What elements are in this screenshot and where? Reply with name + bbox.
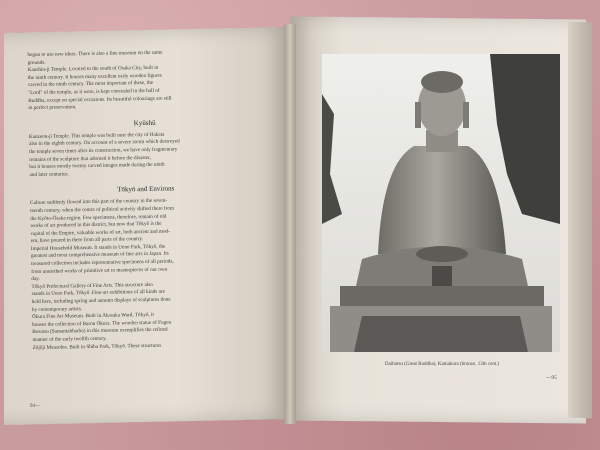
text-line: day. bbox=[31, 276, 40, 283]
photo-caption: Daibutsu (Great Buddha), Kamakura (bronze, 13th cent.) bbox=[384, 362, 500, 367]
text-line: Ōkura Fine Art Museum. Built in Akasaka Ward, Tōkyō, it bbox=[31, 312, 154, 321]
text-line: the temple seven times after its construction, we have only fragmentary bbox=[29, 146, 178, 155]
open-book bbox=[0, 8, 600, 438]
text-line: houses the collection of Baron Ōkura. The wooden statue of Fugen bbox=[32, 319, 172, 328]
text-line: Kanzeon-ji Temple. This temple was built near the city of Hakata bbox=[28, 131, 165, 140]
text-line: ern, have poured in there from all parts of the country. bbox=[30, 236, 144, 245]
text-line: also in the eighth century. On account of a severe storm which destroyed bbox=[28, 138, 180, 148]
text-line: but it houses mostly twenty carved images made during the ninth bbox=[29, 161, 165, 171]
text-line: Bosatsu (Samantabhadra) in this museum exemplifies the refined bbox=[32, 327, 168, 336]
daibutsu-photograph bbox=[322, 54, 560, 352]
text-line: grounds. bbox=[27, 59, 46, 66]
text-line: carved in the ninth century. The most important of these, the bbox=[27, 80, 154, 89]
text-line: Kanshin-ji Temple. Located to the south of Osaka City, built in bbox=[27, 64, 159, 74]
text-line: remains of the sculpture that adorned it before the disaster, bbox=[29, 154, 151, 163]
text-line: Zōjōji Mausolea. Built in Shiba Park, Tōkyō. These structures bbox=[32, 342, 162, 351]
section-heading: Kyūshū bbox=[133, 118, 156, 127]
text-line: Imperial Household Museum. It stands in Ueno Park, Tōkyō, the bbox=[30, 243, 166, 252]
page-edges bbox=[568, 22, 592, 418]
text-line: manner of the early twelfth century. bbox=[32, 335, 107, 344]
text-line: from unearthed works of primitive art to masterpieces of our own bbox=[31, 266, 168, 275]
left-page-text bbox=[27, 48, 264, 352]
buddha-statue-illustration bbox=[322, 54, 560, 352]
text-line: Tōkyō Prefectural Gallery of Fine Arts. This structure also bbox=[31, 281, 153, 290]
text-line: stands in Ueno Park, Tōkyō. Fine-art exhibitions of all kinds are bbox=[31, 289, 165, 298]
text-line: held here, including spring and autumn displays of sculptures done bbox=[31, 296, 171, 306]
text-line: "Lord" of the temple, as it were, is kept concealed in the hall of bbox=[28, 87, 160, 97]
text-line: by contemporary artists. bbox=[31, 305, 83, 313]
text-line: Buddha, except on special occasions. Its beautiful colourings are still bbox=[28, 95, 172, 104]
text-line: Culture suddenly flowed into this part of the country in the seven- bbox=[29, 197, 168, 207]
book-spine bbox=[284, 24, 296, 424]
text-line: and later centuries. bbox=[29, 171, 69, 178]
text-line: teenth century, when the centre of political activity shifted there from bbox=[30, 205, 175, 214]
text-line: in perfect preservation. bbox=[28, 104, 77, 112]
section-heading: Tōkyō and Environs bbox=[117, 184, 175, 194]
text-line: greatest and most comprehensive museum of fine arts in Japan. Its bbox=[30, 251, 169, 260]
text-line: works of art produced in this district, but now that Tōkyō is the bbox=[30, 220, 162, 230]
text-line: capital of the Empire, valuable works of art, both ancient and mod- bbox=[30, 228, 170, 237]
text-line: the Kyōto-Ōsaka region. Few specimens, therefore, remain of old bbox=[30, 213, 167, 222]
left-page-number: 94— bbox=[30, 404, 40, 409]
text-line: the ninth century. It houses many excellent early wooden figures bbox=[27, 72, 162, 81]
text-line: begun to use new ideas. There is also a fine museum on the same bbox=[27, 49, 163, 59]
right-page-number: —95 bbox=[546, 375, 557, 381]
text-line: treasured collection includes representative specimens of all periods, bbox=[31, 258, 174, 268]
